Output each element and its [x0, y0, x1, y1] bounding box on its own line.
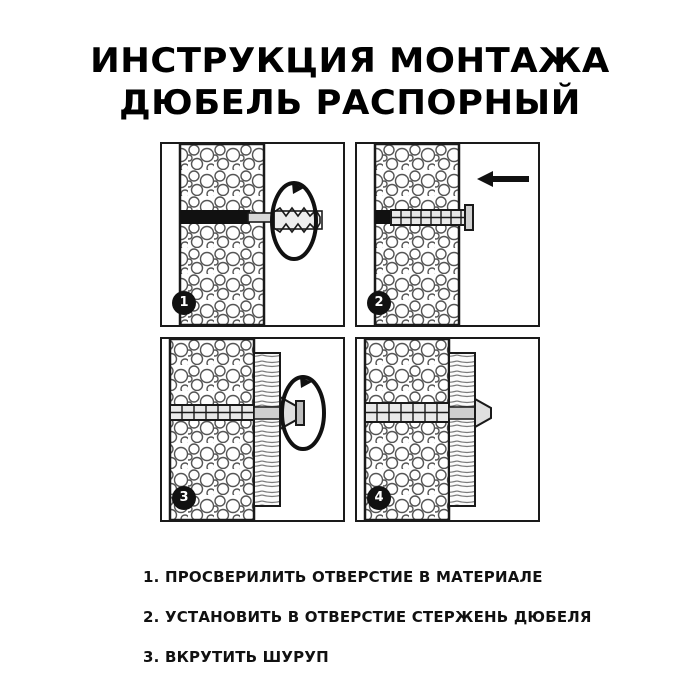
finished-panel: [355, 337, 540, 522]
drill-hole-panel: [160, 142, 345, 327]
title-line-1: ИНСТРУКЦИЯ МОНТАЖА: [90, 41, 610, 81]
instruction-step-2: 2. УСТАНОВИТЬ В ОТВЕРСТИЕ СТЕРЖЕНЬ ДЮБЕЛЯ: [143, 608, 592, 626]
title-line-2: ДЮБЕЛЬ РАСПОРНЫЙ: [119, 83, 581, 123]
instruction-step-1: 1. ПРОСВЕРИЛИТЬ ОТВЕРСТИЕ В МАТЕРИАЛЕ: [143, 568, 543, 586]
instruction-steps-list: [137, 568, 592, 666]
step-badge-4: 4: [367, 486, 391, 510]
insert-anchor-panel: [355, 142, 540, 327]
step-badge-2: 2: [367, 291, 391, 315]
instruction-step-3: 3. ВКРУТИТЬ ШУРУП: [143, 648, 329, 666]
screw-in-panel: [160, 337, 345, 522]
page-title: [0, 0, 700, 124]
installation-diagram: [160, 142, 540, 522]
step-badge-1: 1: [172, 291, 196, 315]
step-badge-3: 3: [172, 486, 196, 510]
